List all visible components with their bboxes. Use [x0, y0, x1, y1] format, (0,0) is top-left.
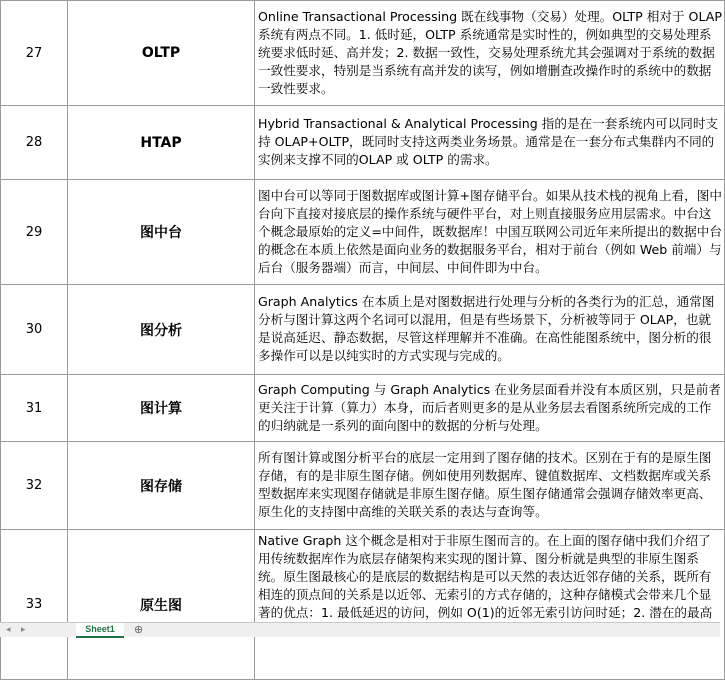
description-cell[interactable]: Native Graph 这个概念是相对于非原生图而言的。在上面的图存储中我们介绍了用传统数据库作为底层存储架构来实现的图计算、图分析就是典型的非原生图系统。原生图最核心的是底层的数据结构是可以天然的表达近邻存储的关系，既所有相连的顶点间的关系是以近邻、无索引的方式存储的，这种存储模式会带来几个显著的优点：1. 最低延迟的访问，例如 O(1)的近邻无索引访问时延；2. 潜在的最高 — [255, 530, 725, 680]
table-row — [1, 530, 725, 680]
term-cell[interactable]: 原生图 — [68, 530, 255, 680]
row-number[interactable]: 31 — [1, 375, 68, 442]
table-row — [1, 375, 725, 442]
term-cell[interactable]: 图计算 — [68, 375, 255, 442]
description-cell[interactable]: Online Transactional Processing 既在线事物（交易）处理。OLTP 相对于 OLAP 系统有两点不同。1. 低时延，OLTP 系统通常是实时性的，例如典型的交易处理系统要求低时延、高并发；2. 数据一致性，交易处理系统尤其会强调对于系统的数据一致性要求，特别是当系统有高并发的读写，例如增删查改操作时的系统中的数据一致性要求。 — [255, 1, 725, 106]
term-cell[interactable]: 图存储 — [68, 442, 255, 530]
table-row — [1, 1, 725, 106]
sheet-tab-bar — [0, 622, 720, 637]
term-cell[interactable]: 图中台 — [68, 180, 255, 285]
row-number[interactable]: 32 — [1, 442, 68, 530]
description-cell[interactable]: Hybrid Transactional & Analytical Processing 指的是在一套系统内可以同时支持 OLAP+OLTP，既同时支持这两类业务场景。通常是在一套分布式集群内不同的实例来支撑不同的OLAP 或 OLTP 的需求。 — [255, 106, 725, 180]
term-cell[interactable]: OLTP — [68, 1, 255, 106]
description-cell[interactable]: 所有图计算或图分析平台的底层一定用到了图存储的技术。区别在于有的是原生图存储，有的是非原生图存储。例如使用列数据库、键值数据库、文档数据库或关系型数据库来实现图存储就是非原生图存储。原生图存储通常会强调存储效率更高、原生化的支持图中高维的关联关系的表达与查询等。 — [255, 442, 725, 530]
table-row — [1, 442, 725, 530]
table-row — [1, 180, 725, 285]
table-row — [1, 106, 725, 180]
row-number[interactable]: 27 — [1, 1, 68, 106]
description-cell[interactable]: Graph Computing 与 Graph Analytics 在业务层面看并没有本质区别，只是前者更关注于计算（算力）本身，而后者则更多的是从业务层去看图系统所完成的工作的归纳就是一系列的面向图中的数据的分析与处理。 — [255, 375, 725, 442]
sheet-nav-arrows-icon[interactable]: ◂ ▸ — [6, 624, 30, 634]
add-sheet-icon[interactable]: ⊕ — [134, 624, 144, 636]
row-number[interactable]: 28 — [1, 106, 68, 180]
table-row — [1, 285, 725, 375]
term-cell[interactable]: HTAP — [68, 106, 255, 180]
row-number[interactable]: 29 — [1, 180, 68, 285]
row-number[interactable]: 33 — [1, 530, 68, 680]
term-cell[interactable]: 图分析 — [68, 285, 255, 375]
row-number[interactable]: 30 — [1, 285, 68, 375]
tab-sheet1[interactable]: Sheet1 — [76, 623, 124, 638]
description-cell[interactable]: 图中台可以等同于图数据库或图计算+图存储平台。如果从技术栈的视角上看，图中台向下直接对接底层的操作系统与硬件平台，对上则直接服务应用层需求。中台这个概念最原始的定义=中间件，既数据库！中国互联网公司近年来所提出的数据中台的概念在本质上依然是面向业务的数据服务平台，相对于前台（例如 Web 前端）与后台（服务器端）而言，中间层、中间件即为中台。 — [255, 180, 725, 285]
description-cell[interactable]: Graph Analytics 在本质上是对图数据进行处理与分析的各类行为的汇总，通常图分析与图计算这两个名词可以混用，但是有些场景下，分析被等同于 OLAP，也就是说高延迟、静态数据，尽管这样理解并不准确。在高性能图系统中，图分析的很多操作可以是以纯实时的方式实现与完成的。 — [255, 285, 725, 375]
